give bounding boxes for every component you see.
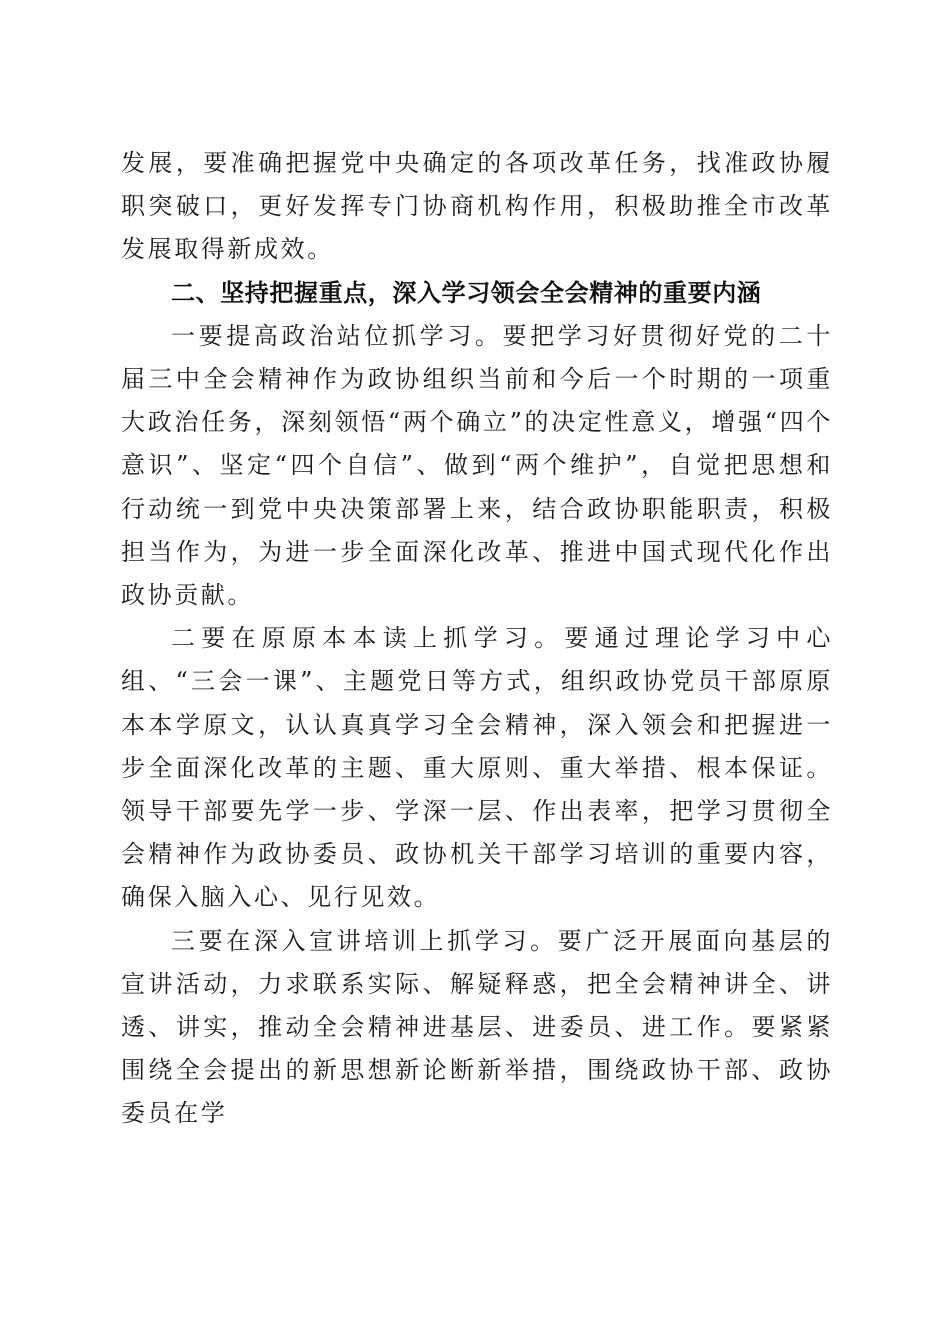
paragraph-1: 一要提高政治站位抓学习。要把学习好贯彻好党的二十届三中全会精神作为政协组织当前和今后一个时期的一项重大政治任务，深刻领悟“两个确立”的决定性意义，增强“四个意识”、坚定“四个自信”、做到“两个维护”，自觉把思想和行动统一到党中央决策部署上来，结合政协职能职责，积极担当作为，为进一步全面深化改革、推进中国式现代化作出政协贡献。 (121, 321, 833, 610)
section-heading: 二、坚持把握重点，深入学习领会全会精神的重要内涵 (171, 278, 762, 307)
paragraph-2: 二要在原原本本读上抓学习。要通过理论学习中心组、“三会一课”、主题党日等方式，组织政协党员干部原原本本学原文，认认真真学习全会精神，深入领会和把握进一步全面深化改革的主题、重大原则、重大举措、根本保证。领导干部要先学一步、学深一层、作出表率，把学习贯彻全会精神作为政协委员、政协机关干部学习培训的重要内容，确保入脑入心、见行见效。 (121, 624, 833, 912)
paragraph-3: 三要在深入宣讲培训上抓学习。要广泛开展面向基层的宣讲活动，力求联系实际、解疑释惑，把全会精神讲全、讲透、讲实，推动全会精神进基层、进委员、进工作。要紧紧围绕全会提出的新思想新论断新举措，围绕政协干部、政协委员在学 (121, 926, 833, 1128)
paragraph-continuation: 发展，要准确把握党中央确定的各项改革任务，找准政协履职突破口，更好发挥专门协商机构作用，积极助推全市改革发展取得新成效。 (121, 149, 833, 264)
document-body (121, 142, 833, 1136)
